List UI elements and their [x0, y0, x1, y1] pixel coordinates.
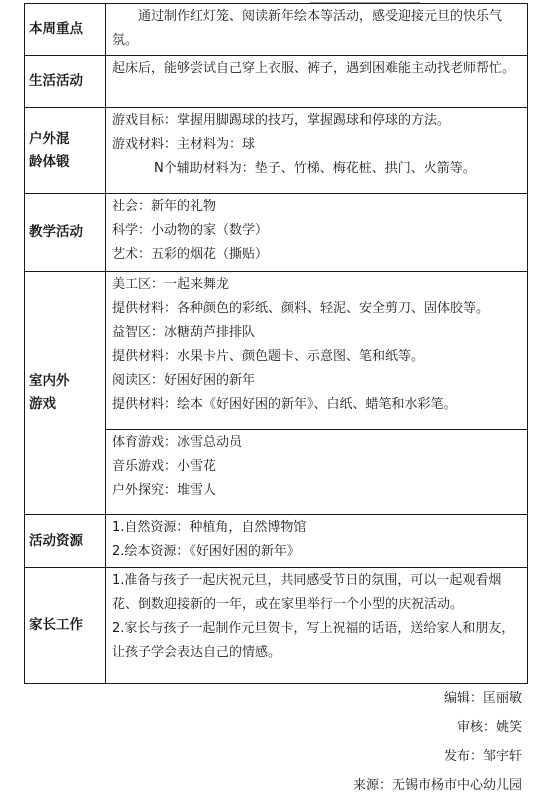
credit-publisher: 发布：邹宇轩	[443, 749, 522, 764]
label-activity-resources: 活动资源	[25, 515, 106, 568]
content-teaching-activity	[106, 194, 528, 272]
credit-reviewer: 审核：姚笑	[456, 720, 522, 735]
row-teaching-activity	[25, 194, 528, 272]
reading-area: 阅读区：好困好困的新年	[112, 373, 256, 388]
parent-item-2: 2.家长与孩子一起制作元旦贺卡，写上祝福的话语，送给家人和朋友，让孩子学会表达自己的情感。	[112, 621, 515, 660]
outdoor-explore: 户外探究：堆雪人	[112, 483, 217, 498]
row-activity-resources	[25, 515, 528, 568]
art-area: 美工区：一起来舞龙	[112, 277, 230, 292]
label-outdoor-exercise	[25, 108, 106, 194]
teaching-art: 艺术：五彩的烟花（撕贴）	[112, 247, 269, 262]
reading-area-materials: 提供材料：绘本《好困好困的新年》、白纸、蜡笔和水彩笔。	[112, 397, 457, 412]
content-life-activity	[106, 56, 528, 108]
row-parent-work	[25, 568, 528, 684]
credits-block	[353, 684, 522, 800]
label-life-activity: 生活活动	[25, 56, 106, 108]
row-games-areas	[25, 272, 528, 430]
credit-source: 来源：无锡市杨市中心幼儿园	[352, 778, 522, 793]
content-parent-work	[106, 568, 528, 684]
label-outdoor-line1: 户外混	[29, 130, 70, 147]
art-area-materials: 提供材料：各种颜色的彩纸、颜料、轻泥、安全剪刀、固体胶等。	[112, 301, 490, 316]
credit-editor: 编辑：匡丽敏	[443, 691, 522, 706]
music-game: 音乐游戏：小雪花	[112, 459, 217, 474]
content-activity-resources	[106, 515, 528, 568]
puzzle-area: 益智区：冰糖葫芦排排队	[112, 325, 256, 340]
outdoor-goal: 游戏目标：掌握用脚踢球的技巧，掌握踢球和停球的方法。	[112, 113, 451, 128]
parent-item-1: 1.准备与孩子一起庆祝元旦，共同感受节日的氛围，可以一起观看烟花、倒数迎接新的一年，或在家里举行一个小型的庆祝活动。	[112, 573, 502, 612]
content-games-areas	[106, 272, 528, 430]
label-weekly-focus: 本周重点	[25, 4, 106, 56]
label-games	[25, 272, 106, 515]
row-outdoor-exercise	[25, 108, 528, 194]
resource-nature: 1.自然资源：种植角，自然博物馆	[112, 520, 307, 535]
label-teaching-activity: 教学活动	[25, 194, 106, 272]
content-games-outdoor	[106, 430, 528, 515]
label-games-line1: 室内外	[29, 373, 70, 389]
label-games-line2: 游戏	[29, 396, 56, 412]
weekly-focus-text: 通过制作红灯笼、阅读新年绘本等活动，感受迎接元旦的快乐气氛。	[112, 9, 503, 48]
puzzle-area-materials: 提供材料：水果卡片、颜色题卡、示意图、笔和纸等。	[112, 349, 425, 364]
life-activity-text: 起床后，能够尝试自己穿上衣服、裤子，遇到困难能主动找老师帮忙。	[112, 61, 516, 76]
sports-game: 体育游戏：冰雪总动员	[112, 435, 243, 450]
label-outdoor-line2: 龄体锻	[29, 153, 70, 170]
row-weekly-focus	[25, 4, 528, 56]
content-weekly-focus	[106, 4, 528, 56]
label-parent-work: 家长工作	[25, 568, 106, 684]
outdoor-main-material: 游戏材料：主材料为：球	[112, 137, 256, 152]
weekly-plan-table	[24, 3, 528, 684]
row-life-activity	[25, 56, 528, 108]
teaching-social: 社会：新年的礼物	[112, 199, 217, 214]
outdoor-aux-material: N个辅助材料为：垫子、竹梯、梅花桩、拱门、火箭等。	[154, 161, 476, 176]
teaching-science: 科学：小动物的家（数学）	[112, 223, 269, 238]
content-outdoor-exercise	[106, 108, 528, 194]
resource-books: 2.绘本资源：《好困好困的新年》	[112, 544, 300, 559]
